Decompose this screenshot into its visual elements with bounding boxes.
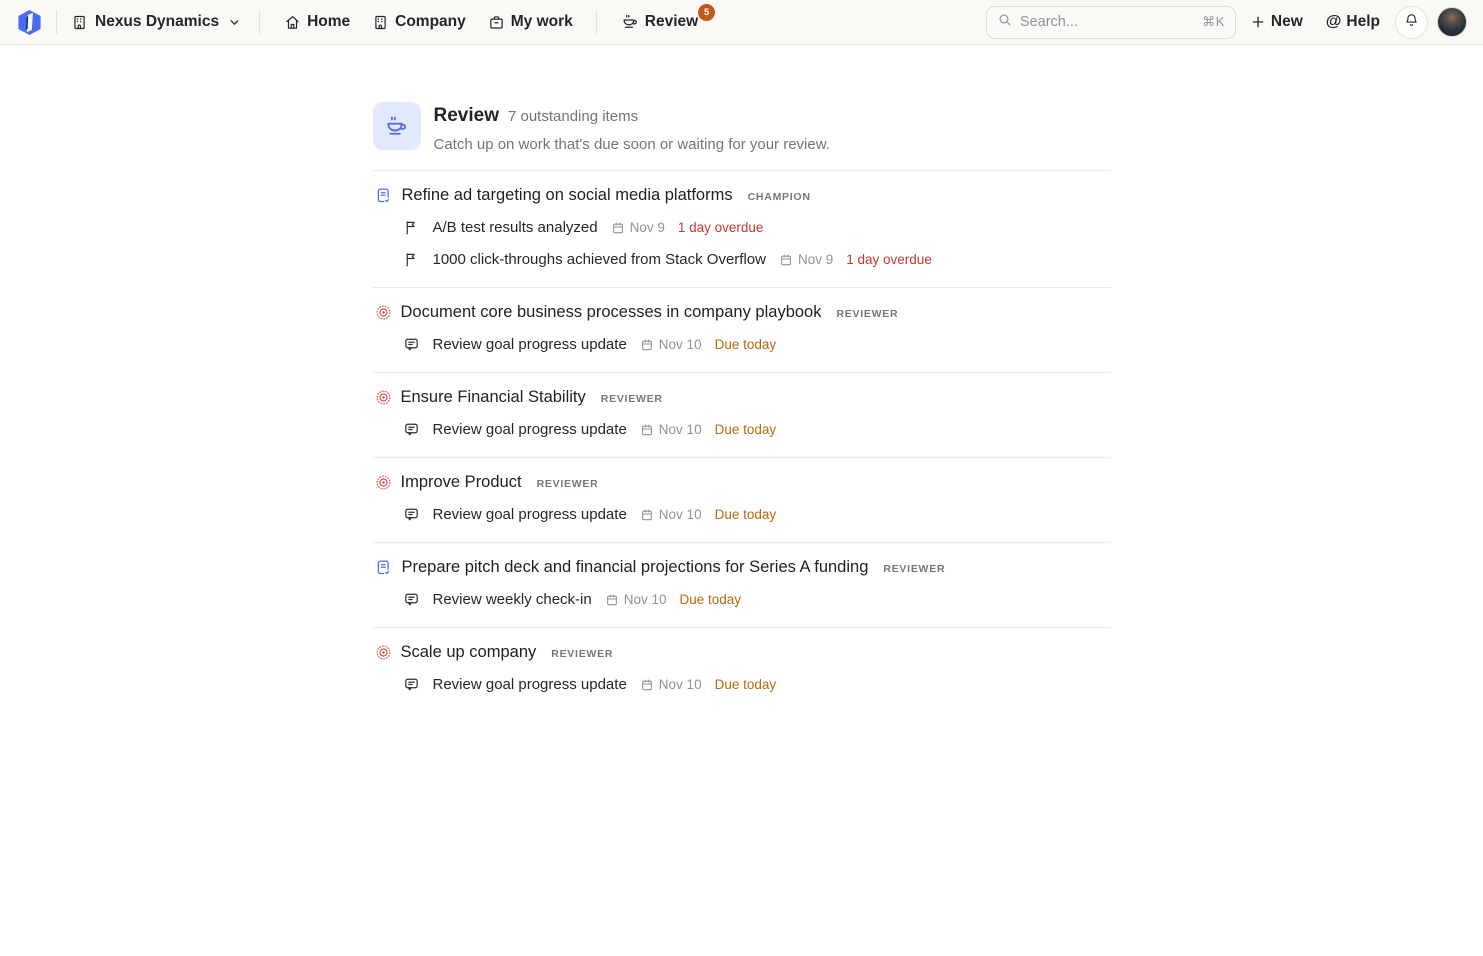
- comment-icon: [403, 591, 420, 608]
- group-items: [373, 219, 1111, 268]
- review-group: [373, 628, 1111, 712]
- plus-icon: [1250, 14, 1266, 30]
- review-item[interactable]: [373, 591, 1111, 608]
- org-name: Nexus Dynamics: [95, 13, 220, 30]
- page-subtitle: Catch up on work that's due soon or waiting for your review.: [433, 136, 830, 153]
- search-box[interactable]: [986, 6, 1236, 39]
- role-badge: CHAMPION: [747, 191, 811, 203]
- group-title[interactable]: Document core business processes in company playbook: [400, 303, 822, 321]
- at-circle-help-icon: @: [1325, 13, 1342, 30]
- group-header: [373, 388, 1111, 407]
- role-badge: REVIEWER: [600, 393, 663, 405]
- outstanding-count: 7 outstanding items: [507, 108, 639, 125]
- target-icon: [375, 389, 392, 406]
- calendar-icon: [640, 508, 654, 522]
- nav-company[interactable]: [372, 13, 466, 31]
- search-shortcut: ⌘K: [1202, 14, 1225, 29]
- item-status: Due today: [714, 677, 777, 692]
- group-header: [373, 303, 1111, 322]
- new-button-label: New: [1270, 13, 1303, 30]
- review-group: [373, 543, 1111, 628]
- group-header: [373, 186, 1111, 205]
- item-label[interactable]: A/B test results analyzed: [432, 219, 598, 236]
- item-status: 1 day overdue: [846, 252, 932, 267]
- role-badge: REVIEWER: [836, 308, 899, 320]
- coffee-icon: [373, 102, 421, 150]
- review-item[interactable]: [373, 251, 1111, 268]
- calendar-icon: [640, 423, 654, 437]
- nav-review-label: Review: [644, 13, 699, 30]
- review-item[interactable]: [373, 421, 1111, 438]
- item-label[interactable]: Review goal progress update: [432, 336, 627, 353]
- main-nav: [284, 13, 573, 31]
- nav-company-label: Company: [395, 13, 466, 30]
- project-doc-icon: [375, 559, 393, 577]
- item-due-date: Nov 9: [779, 252, 833, 267]
- item-status: Due today: [714, 422, 777, 437]
- role-badge: REVIEWER: [536, 478, 599, 490]
- top-bar: [0, 0, 1483, 45]
- nav-my-work-label: My work: [510, 13, 573, 30]
- divider: [56, 10, 57, 34]
- item-status: 1 day overdue: [677, 220, 764, 235]
- project-doc-icon: [375, 187, 393, 205]
- app-logo-icon[interactable]: [16, 9, 43, 36]
- item-label[interactable]: Review goal progress update: [432, 676, 627, 693]
- item-due-date: Nov 10: [640, 422, 702, 437]
- help-button[interactable]: [1326, 13, 1380, 31]
- divider: [259, 10, 260, 34]
- review-item[interactable]: [373, 336, 1111, 353]
- bell-icon: [1403, 12, 1420, 32]
- chevron-down-icon: [228, 16, 241, 29]
- calendar-icon: [779, 253, 793, 267]
- building-icon: [71, 14, 88, 31]
- divider: [596, 10, 597, 34]
- org-switcher[interactable]: [71, 13, 241, 31]
- item-due-date: Nov 9: [611, 220, 665, 235]
- group-title[interactable]: Improve Product: [400, 473, 522, 491]
- review-group: [373, 288, 1111, 373]
- comment-icon: [403, 421, 420, 438]
- briefcase-icon: [488, 14, 505, 31]
- review-group: [373, 171, 1111, 288]
- company-icon: [372, 14, 389, 31]
- nav-home-label: Home: [307, 13, 351, 30]
- item-due-date: Nov 10: [640, 507, 702, 522]
- item-label[interactable]: Review goal progress update: [432, 421, 627, 438]
- comment-icon: [403, 506, 420, 523]
- review-count-badge: 5: [698, 4, 715, 21]
- home-icon: [284, 14, 301, 31]
- review-group: [373, 458, 1111, 543]
- page-title: Review: [433, 105, 499, 126]
- calendar-icon: [611, 221, 625, 235]
- review-page: [373, 45, 1111, 712]
- item-due-date: Nov 10: [640, 677, 702, 692]
- nav-home[interactable]: [284, 13, 350, 31]
- group-header: [373, 558, 1111, 577]
- group-items: [373, 676, 1111, 693]
- nav-my-work[interactable]: [488, 13, 573, 31]
- item-status: Due today: [714, 507, 777, 522]
- review-item[interactable]: [373, 506, 1111, 523]
- target-icon: [375, 644, 392, 661]
- calendar-icon: [640, 678, 654, 692]
- item-label[interactable]: Review weekly check-in: [432, 591, 592, 608]
- help-button-label: Help: [1346, 13, 1380, 30]
- item-due-date: Nov 10: [640, 337, 702, 352]
- search-input[interactable]: [1020, 14, 1195, 30]
- nav-review[interactable]: [621, 7, 710, 31]
- notifications-button[interactable]: [1395, 6, 1428, 39]
- calendar-icon: [640, 338, 654, 352]
- review-item[interactable]: [373, 219, 1111, 236]
- comment-icon: [403, 336, 420, 353]
- group-items: [373, 421, 1111, 438]
- item-status: Due today: [679, 592, 742, 607]
- review-group: [373, 373, 1111, 458]
- item-label[interactable]: Review goal progress update: [432, 506, 627, 523]
- group-items: [373, 336, 1111, 353]
- new-button[interactable]: [1250, 13, 1303, 31]
- group-title[interactable]: Prepare pitch deck and financial projections for Series A funding: [401, 558, 869, 576]
- role-badge: REVIEWER: [551, 648, 614, 660]
- flag-icon: [403, 219, 420, 236]
- user-avatar[interactable]: [1437, 7, 1467, 37]
- group-items: [373, 506, 1111, 523]
- coffee-icon: [621, 13, 639, 31]
- target-icon: [375, 304, 392, 321]
- item-label[interactable]: 1000 click-throughs achieved from Stack Overflow: [432, 251, 766, 268]
- group-title[interactable]: Scale up company: [400, 643, 537, 661]
- group-title[interactable]: Refine ad targeting on social media platforms: [401, 186, 733, 204]
- flag-icon: [403, 251, 420, 268]
- search-icon: [997, 12, 1013, 33]
- group-header: [373, 473, 1111, 492]
- page-header: [373, 102, 1111, 153]
- review-item[interactable]: [373, 676, 1111, 693]
- group-items: [373, 591, 1111, 608]
- group-title[interactable]: Ensure Financial Stability: [400, 388, 586, 406]
- comment-icon: [403, 676, 420, 693]
- group-header: [373, 643, 1111, 662]
- target-icon: [375, 474, 392, 491]
- item-due-date: Nov 10: [605, 592, 667, 607]
- calendar-icon: [605, 593, 619, 607]
- review-groups-list: [373, 171, 1111, 712]
- item-status: Due today: [714, 337, 777, 352]
- role-badge: REVIEWER: [883, 563, 946, 575]
